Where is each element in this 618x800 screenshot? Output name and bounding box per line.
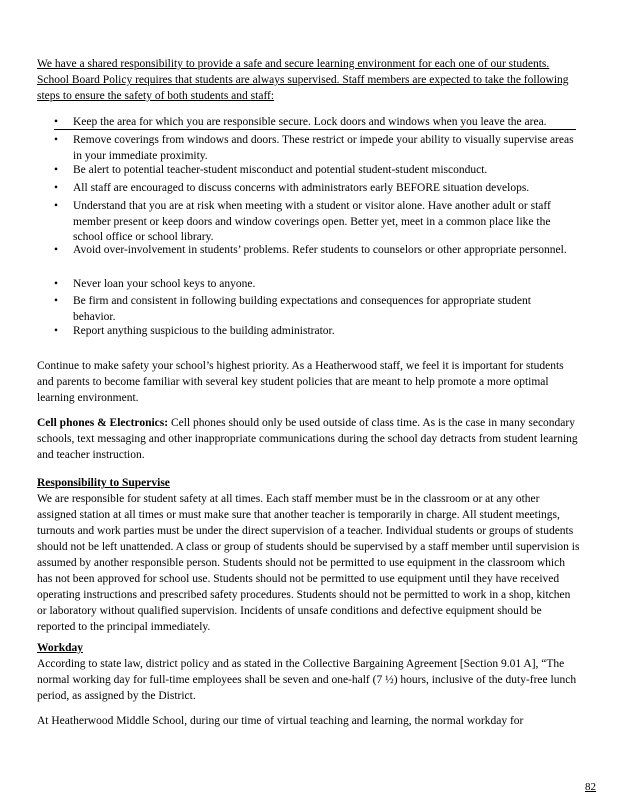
workday-continued-text: At Heatherwood Middle School, during our time of virtual teaching and learning, the normal workday for <box>37 715 524 727</box>
bullet-text: Never loan your school keys to anyone. <box>73 278 256 290</box>
safety-paragraph: Continue to make safety your school’s highest priority. As a Heatherwood staff, we feel it is important for students and parents to become familiar with several key student policies that are meant to help promote a more optimal learning environment. <box>37 360 564 404</box>
bullet-icon: • <box>54 244 59 256</box>
bullet-text: Avoid over-involvement in students’ problems. Refer students to counselors or other appropriate personnel. <box>73 244 567 256</box>
page-number: 82 <box>585 781 596 793</box>
cell-phones-heading: Cell phones & Electronics: <box>37 417 169 429</box>
bullet-icon: • <box>54 182 59 194</box>
bullet-icon: • <box>54 164 59 176</box>
bullet-text: All staff are encouraged to discuss concerns with administrators early BEFORE situation develops. <box>73 182 530 194</box>
bullet-icon: • <box>54 200 59 212</box>
bullet-icon: • <box>54 278 59 290</box>
bullet-text: Keep the area for which you are responsible secure. Lock doors and windows when you leave the area. <box>73 116 547 128</box>
cell-phones-section <box>37 415 581 463</box>
bullet-icon: • <box>54 295 59 307</box>
workday-heading: Workday <box>37 642 84 654</box>
workday-section <box>37 640 581 704</box>
bullet-icon: • <box>54 325 59 337</box>
workday-text: According to state law, district policy and as stated in the Collective Bargaining Agreement [Section 9.01 A], “The normal working day for full-time employees shall be seven and one-half (7 ½) hours, inclusive of the duty-free lunch period, as assigned by the District. <box>37 658 577 702</box>
cell-phones-text: Cell phones should only be used outside of class time. As is the case in many secondary schools, text messaging and other inappropriate communications during the school day detracts from student learning and teacher instruction. <box>37 417 578 461</box>
bullet-icon: • <box>54 134 59 146</box>
bullet-text: Be firm and consistent in following building expectations and consequences for appropriate student behavior. <box>73 295 531 323</box>
supervise-heading: Responsibility to Supervise <box>37 477 170 489</box>
bullet-text: Understand that you are at risk when meeting with a student or visitor alone. Have another adult or staff member present or keep doors and window coverings open. Better yet, meet in a common place like the school office or school library. <box>73 200 551 243</box>
supervise-text: We are responsible for student safety at all times. Each staff member must be in the classroom or at any other assigned station at all times or must make sure that another teacher is temporarily in charge. All student meetings, turnouts and work parties must be under the direct supervision of a teacher. Individual students or groups of students should not be left unattended. A class or group of students should be supervised by a staff member until supervision is assumed by another responsible person. Students should not be permitted to use equipment in the classroom which has not been approved for school use. Students should not be permitted to use equipment until they have received operating instructions and prescribed safety procedures. Students should not be permitted to work in a shop, kitchen or laboratory without qualified supervision. Incidents of unsafe conditions and defective equipment should be reported to the principal immediately. <box>37 493 580 633</box>
bullet-text: Be alert to potential teacher-student misconduct and potential student-student misconduct. <box>73 164 488 176</box>
bullet-text: Remove coverings from windows and doors. These restrict or impede your ability to visually supervise areas in your immediate proximity. <box>73 134 574 162</box>
bullet-text: Report anything suspicious to the building administrator. <box>73 325 335 337</box>
supervise-section <box>37 475 581 635</box>
intro-paragraph: We have a shared responsibility to provide a safe and secure learning environment for each one of our students. School Board Policy requires that students are always supervised. Staff members are expected to take the following steps to ensure the safety of both students and staff: <box>37 58 569 102</box>
bullet-icon: • <box>54 116 59 128</box>
